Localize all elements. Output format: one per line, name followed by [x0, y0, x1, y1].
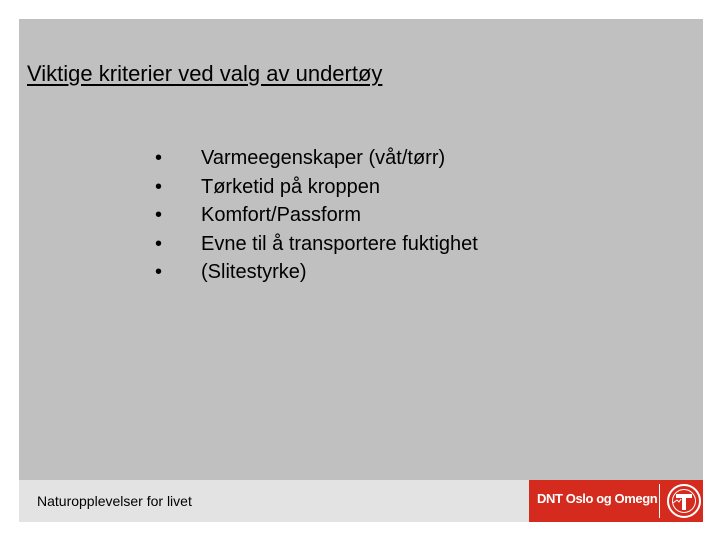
bullet-text: Varmeegenskaper (våt/tørr)	[201, 147, 446, 169]
brand-divider	[659, 484, 660, 518]
brand-name: DNT Oslo og Omegn	[537, 491, 658, 506]
list-item	[149, 233, 478, 262]
slide-title: Viktige kriterier ved valg av undertøy	[27, 61, 383, 86]
bullet-text: Evne til å transportere fuktighet	[201, 232, 478, 255]
bullet-icon: •	[155, 175, 163, 198]
list-item	[149, 147, 478, 176]
list-item	[149, 261, 478, 290]
bullet-icon: •	[155, 261, 163, 283]
brand-block	[529, 480, 703, 522]
bullet-text: (Slitestyrke)	[201, 261, 307, 283]
bullet-list	[149, 147, 478, 290]
list-item	[149, 176, 478, 205]
slide	[19, 19, 703, 522]
footer-bar	[19, 480, 703, 522]
bullet-text: Komfort/Passform	[201, 204, 362, 226]
bullet-icon: •	[155, 204, 163, 226]
footer-tagline: Naturopplevelser for livet	[37, 493, 192, 509]
bullet-text: Tørketid på kroppen	[201, 175, 380, 198]
dnt-logo-icon	[666, 483, 702, 519]
bullet-icon: •	[155, 147, 163, 169]
list-item	[149, 204, 478, 233]
bullet-icon: •	[155, 232, 163, 255]
